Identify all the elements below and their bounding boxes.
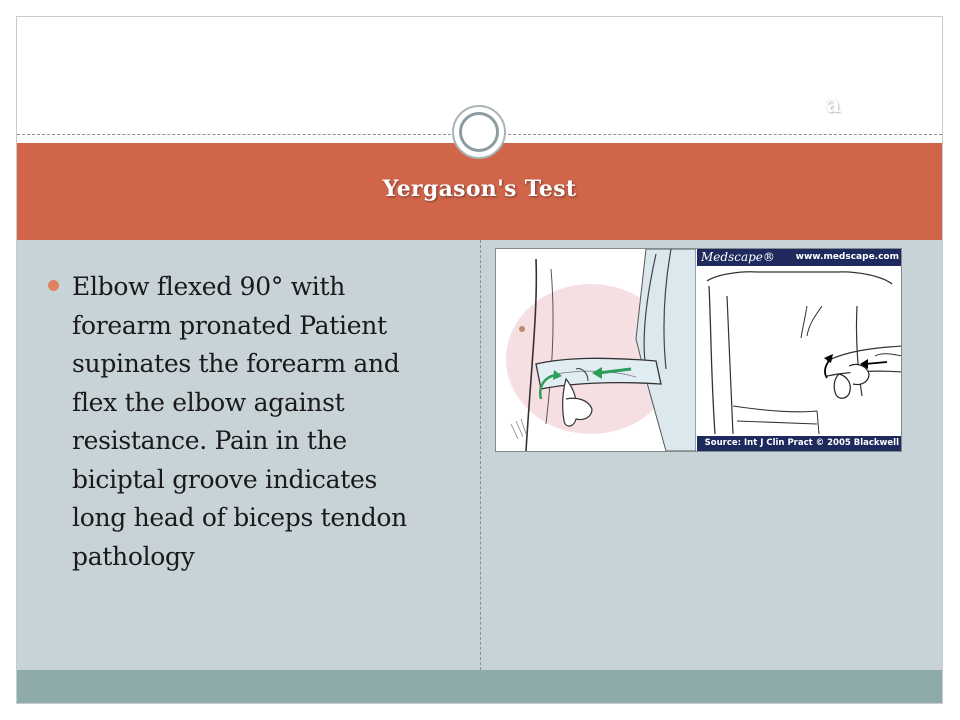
medscape-footer-bar [697,436,902,451]
column-divider [480,240,481,670]
figure-source: Source: Int J Clin Pract © 2005 Blackwell [704,438,899,448]
medscape-figure [697,249,902,451]
slide-title: Yergason's Test [382,176,577,202]
medscape-brand: Medscape® [701,250,775,264]
footer-band [17,670,942,703]
bullet-list [48,268,428,576]
back-view-illustration [697,266,902,436]
medscape-header-bar [697,249,902,266]
corner-letter: a [826,92,841,118]
ring-ornament-icon [452,105,506,159]
yergason-illustration-left [496,249,696,451]
bullet-dot-icon [48,280,59,291]
yergason-test-figure [495,248,902,452]
bullet-text: Elbow flexed 90° with forearm pronated Patient supinates the forearm and flex the elbow against resistance. Pain in the biciptal groove indicates long head of biceps tendon pathology [72,272,407,571]
ring-ornament-inner [459,112,499,152]
bullet-item [48,268,428,576]
medscape-url: www.medscape.com [795,252,899,262]
